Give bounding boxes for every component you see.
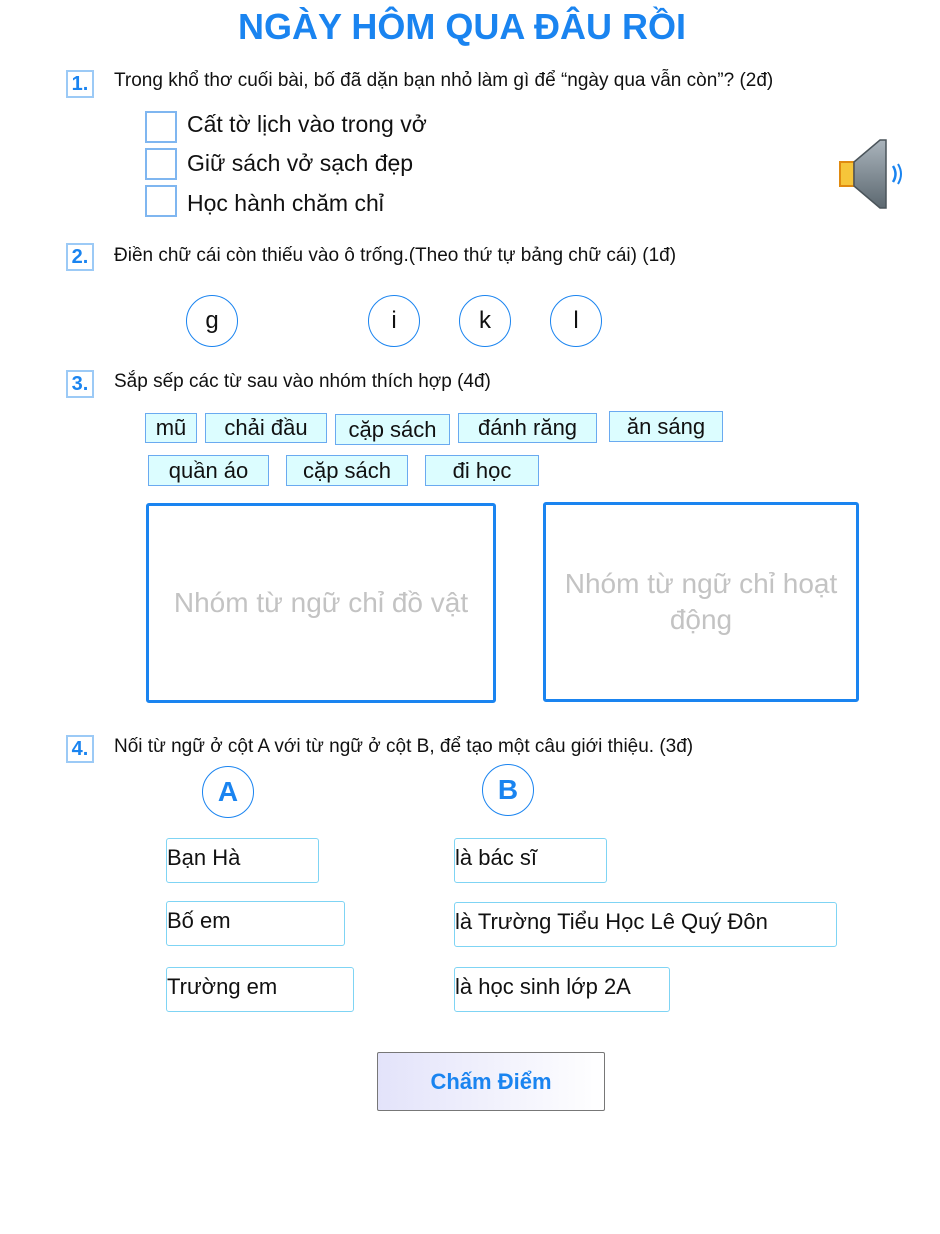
option-3-label: Học hành chăm chỉ: [187, 190, 384, 216]
question-2-text: Điền chữ cái còn thiếu vào ô trống.(Theo thứ tự bảng chữ cái) (1đ): [114, 245, 677, 266]
match-item-a[interactable]: Bạn Hà: [166, 838, 319, 883]
column-b-header: B: [482, 764, 534, 816]
word-tile[interactable]: ăn sáng: [609, 411, 723, 442]
drop-zone-activities[interactable]: [543, 502, 859, 702]
letter-circle: k: [459, 295, 511, 347]
drop-zone-objects[interactable]: [146, 503, 496, 703]
word-tile[interactable]: đánh răng: [458, 413, 597, 443]
word-tile[interactable]: cặp sách: [286, 455, 408, 486]
letter-circle: l: [550, 295, 602, 347]
option-2-label: Giữ sách vở sạch đẹp: [187, 150, 414, 176]
question-number-2: 2.: [66, 243, 94, 271]
speaker-icon[interactable]: [836, 136, 908, 212]
question-number-3: 3.: [66, 370, 94, 398]
question-3-text: Sắp sếp các từ sau vào nhóm thích hợp (4đ): [114, 371, 491, 392]
match-item-a[interactable]: Bố em: [166, 901, 345, 946]
word-tile[interactable]: đi học: [425, 455, 539, 486]
checkbox-option-3[interactable]: [145, 185, 177, 217]
word-tile[interactable]: chải đầu: [205, 413, 327, 443]
checkbox-option-1[interactable]: [145, 111, 177, 143]
submit-grade-button[interactable]: Chấm Điểm: [377, 1052, 605, 1111]
page-title: NGÀY HÔM QUA ĐÂU RỒI: [237, 6, 686, 47]
checkbox-option-2[interactable]: [145, 148, 177, 180]
letter-circle: i: [368, 295, 420, 347]
question-4-text: Nối từ ngữ ở cột A với từ ngữ ở cột B, để tạo một câu giới thiệu. (3đ): [114, 736, 694, 757]
match-item-b[interactable]: là học sinh lớp 2A: [454, 967, 670, 1012]
letter-circle: g: [186, 295, 238, 347]
word-tile[interactable]: cặp sách: [335, 414, 450, 445]
match-item-b[interactable]: là bác sĩ: [454, 838, 607, 883]
question-number-1: 1.: [66, 70, 94, 98]
drop-zone-label: Nhóm từ ngữ chỉ đồ vật: [173, 587, 469, 618]
match-item-b[interactable]: là Trường Tiểu Học Lê Quý Đôn: [454, 902, 837, 947]
match-item-a[interactable]: Trường em: [166, 967, 354, 1012]
question-1-text: Trong khổ thơ cuối bài, bố đã dặn bạn nhỏ làm gì để “ngày qua vẫn còn”? (2đ): [114, 70, 774, 91]
drop-zone-label: Nhóm từ ngữ chỉ hoạt động: [564, 568, 838, 635]
column-a-header: A: [202, 766, 254, 818]
word-tile[interactable]: mũ: [145, 413, 197, 443]
question-number-4: 4.: [66, 735, 94, 763]
word-tile[interactable]: quần áo: [148, 455, 269, 486]
option-1-label: Cất tờ lịch vào trong vở: [187, 111, 427, 137]
